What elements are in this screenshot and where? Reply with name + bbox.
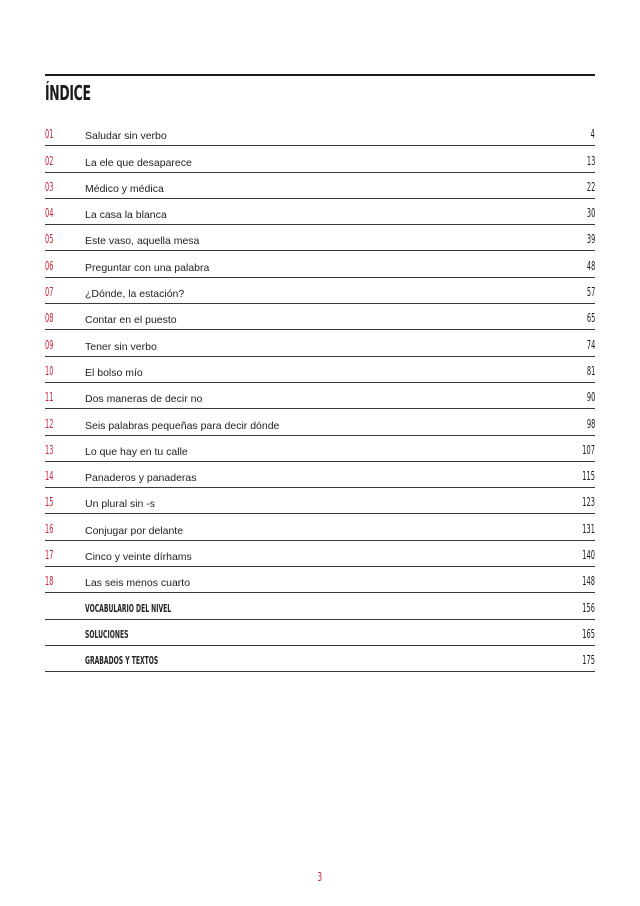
toc-entry-page: 22 (586, 179, 595, 194)
toc-entry-title[interactable]: Seis palabras pequeñas para decir dónde (85, 419, 280, 432)
toc-entry-number: 03 (45, 179, 54, 194)
toc-appendix-page: 165 (582, 626, 595, 641)
toc-entry-title[interactable]: Las seis menos cuarto (85, 577, 191, 590)
page-number: 3 (317, 870, 323, 884)
toc-entry-number: 16 (45, 521, 54, 536)
toc-entry-title[interactable]: Cinco y veinte dírhams (85, 551, 192, 564)
toc-appendix-title[interactable]: SOLUCIONES (85, 627, 129, 641)
toc-appendix-page: 156 (582, 600, 595, 615)
toc-entry-number: 08 (45, 311, 54, 326)
toc-entry-page: 90 (586, 390, 595, 405)
toc-entry[interactable] (45, 541, 595, 567)
toc-entry[interactable] (45, 251, 595, 277)
toc-entry-page: 39 (586, 232, 595, 247)
toc-entry-title[interactable]: Panaderos y panaderas (85, 472, 197, 485)
toc-entry[interactable] (45, 199, 595, 225)
toc-entry-number: 14 (45, 469, 54, 484)
toc-entry-page: 140 (582, 548, 595, 563)
toc-entry-title[interactable]: Lo que hay en tu calle (85, 445, 188, 458)
toc-entry-number: 10 (45, 363, 54, 378)
page-number-footer (0, 870, 640, 884)
toc-entry-title[interactable]: Tener sin verbo (85, 340, 157, 353)
toc-entry[interactable] (45, 330, 595, 356)
toc-entry-title[interactable]: La casa la blanca (85, 209, 167, 222)
toc-entry-title[interactable]: Médico y médica (85, 182, 164, 195)
toc-entry-number: 12 (45, 416, 54, 431)
toc-entry[interactable] (45, 357, 595, 383)
toc-entry[interactable] (45, 146, 595, 172)
toc-entry-title[interactable]: ¿Dónde, la estación? (85, 288, 185, 301)
toc-entry-title[interactable]: Este vaso, aquella mesa (85, 235, 200, 248)
toc-entry-number: 17 (45, 548, 54, 563)
toc-entry[interactable] (45, 173, 595, 199)
toc-entry-title[interactable]: Dos maneras de decir no (85, 393, 203, 406)
toc-entry[interactable] (45, 567, 595, 593)
toc-entry-page: 115 (582, 469, 595, 484)
toc-entry-page: 74 (586, 337, 595, 352)
toc-entry-page: 107 (582, 442, 595, 457)
toc-entry-page: 4 (590, 127, 595, 142)
toc-entry[interactable] (45, 488, 595, 514)
toc-entry-number: 02 (45, 153, 54, 168)
toc-entry-number: 06 (45, 258, 54, 273)
toc-entry[interactable] (45, 225, 595, 251)
toc-entry-page: 30 (586, 206, 595, 221)
toc-entry[interactable] (45, 514, 595, 540)
toc-entry[interactable] (45, 278, 595, 304)
toc-entry-page: 65 (586, 311, 595, 326)
toc-entry-title[interactable]: Conjugar por delante (85, 524, 184, 537)
toc-entry-title[interactable]: La ele que desaparece (85, 156, 192, 169)
toc-entry-page: 13 (586, 153, 595, 168)
toc-appendix-page: 175 (582, 653, 595, 668)
toc-entry-page: 57 (586, 285, 595, 300)
toc-entry-number: 18 (45, 574, 54, 589)
toc-entry-page: 123 (582, 495, 595, 510)
toc-entry-title[interactable]: Preguntar con una palabra (85, 261, 210, 274)
toc-entry-number: 07 (45, 285, 54, 300)
toc-entry[interactable] (45, 304, 595, 330)
toc-entry[interactable] (45, 462, 595, 488)
toc-appendix-entry[interactable] (45, 593, 595, 619)
toc-entry-page: 48 (586, 258, 595, 273)
toc-entry[interactable] (45, 383, 595, 409)
toc-entry-number: 05 (45, 232, 54, 247)
toc-entry-title[interactable]: Saludar sin verbo (85, 130, 167, 143)
toc-entry-title[interactable]: Contar en el puesto (85, 314, 177, 327)
toc-appendix-title[interactable]: GRABADOS Y TEXTOS (85, 654, 159, 668)
toc-appendix-entry[interactable] (45, 620, 595, 646)
toc-entry-title[interactable]: Un plural sin -s (85, 498, 156, 511)
toc-entry-number: 09 (45, 337, 54, 352)
toc-entry-number: 13 (45, 442, 54, 457)
page-title: ÍNDICE (45, 81, 91, 105)
toc-entry-number: 01 (45, 127, 54, 142)
toc-entry-page: 81 (586, 363, 595, 378)
toc-entry[interactable] (45, 436, 595, 462)
toc-entry-page: 98 (586, 416, 595, 431)
toc-appendix-entry[interactable] (45, 646, 595, 672)
top-rule (45, 74, 595, 76)
toc-entry-number: 15 (45, 495, 54, 510)
toc-entry-page: 131 (582, 521, 595, 536)
table-of-contents (45, 120, 595, 672)
toc-entry-page: 148 (582, 574, 595, 589)
toc-entry-number: 11 (45, 390, 54, 405)
toc-entry-title[interactable]: El bolso mío (85, 366, 143, 379)
toc-entry[interactable] (45, 120, 595, 146)
index-page (45, 74, 595, 672)
toc-appendix-title[interactable]: VOCABULARIO DEL NIVEL (85, 601, 172, 615)
toc-entry[interactable] (45, 409, 595, 435)
toc-entry-number: 04 (45, 206, 54, 221)
